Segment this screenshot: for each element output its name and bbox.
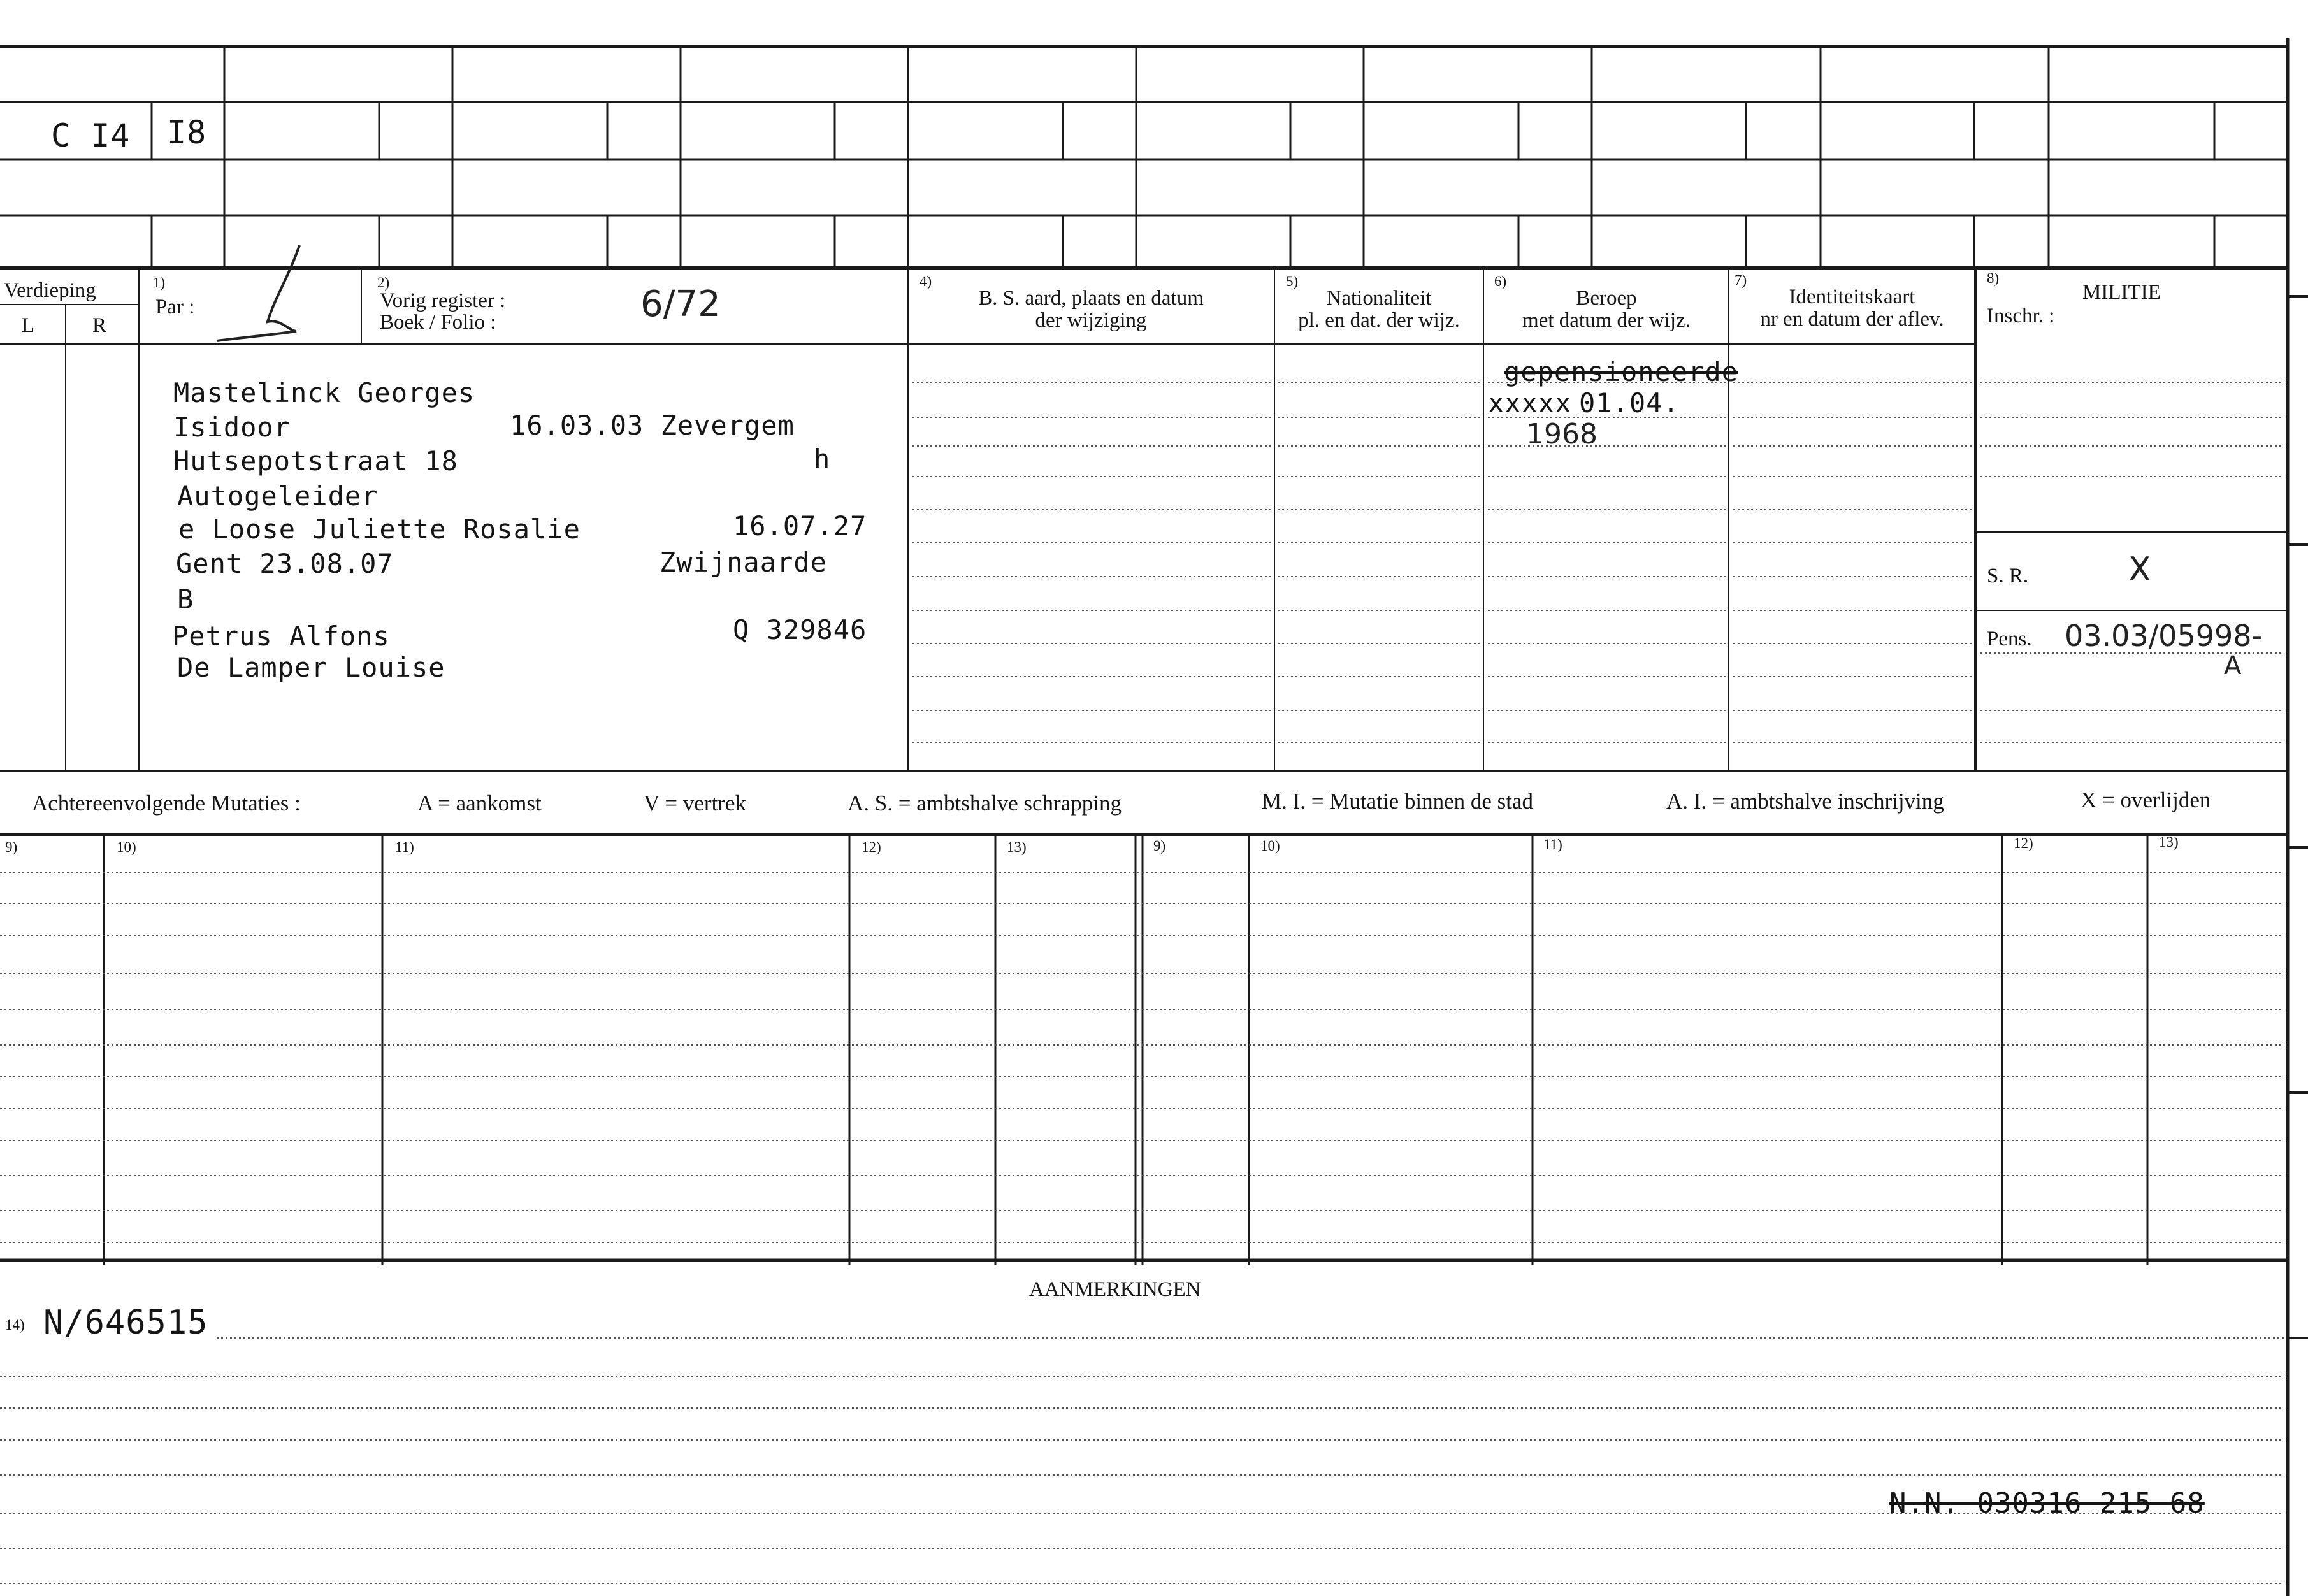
militie-header: MILITIE xyxy=(2082,281,2161,304)
mut-col-9-a: 9) xyxy=(5,839,18,855)
col-l-label: L xyxy=(22,314,35,337)
mut-col-11-a: 11) xyxy=(395,839,414,855)
pens-suffix: A xyxy=(2224,651,2242,680)
code-c14: C I4 xyxy=(51,117,131,154)
beroep-date: 01.04. xyxy=(1579,387,1680,419)
person-mother: De Lamper Louise xyxy=(177,652,445,683)
person-address-flag: h xyxy=(814,443,831,475)
mut-col-12-a: 12) xyxy=(862,839,881,855)
beroep-header-2: met datum der wijz. xyxy=(1522,309,1691,332)
aanmerkingen-title: AANMERKINGEN xyxy=(1029,1278,1201,1301)
person-marriage-place: Zwijnaarde xyxy=(660,547,827,578)
person-birth: 16.03.03 Zevergem xyxy=(510,410,795,441)
beroep-header-1: Beroep xyxy=(1576,287,1637,310)
legend-aankomst: A = aankomst xyxy=(417,791,542,816)
vorig-register-label: Vorig register : xyxy=(380,289,506,312)
note-4: 4) xyxy=(920,273,932,289)
note-6: 6) xyxy=(1494,273,1507,289)
bs-header-2: der wijziging xyxy=(1035,309,1147,332)
legend-inschrijving: A. I. = ambtshalve inschrijving xyxy=(1666,789,1944,814)
note-7: 7) xyxy=(1735,272,1747,288)
mut-col-10-a: 10) xyxy=(117,839,136,855)
beroep-year: 1968 xyxy=(1526,418,1598,450)
note-5: 5) xyxy=(1286,273,1299,289)
legend-schrapping: A. S. = ambtshalve schrapping xyxy=(847,791,1122,816)
person-spouse: e Loose Juliette Rosalie xyxy=(178,514,581,545)
par-label: Par : xyxy=(155,296,195,319)
mut-col-12-b: 12) xyxy=(2014,835,2033,851)
beroep-xmark: xxxxx xyxy=(1488,387,1572,419)
person-spouse-date: 16.07.27 xyxy=(733,510,867,542)
pens-label: Pens. xyxy=(1987,628,2032,651)
nationaliteit-header-2: pl. en dat. der wijz. xyxy=(1298,309,1460,332)
legend-overlijden: X = overlijden xyxy=(2081,787,2211,812)
mut-col-10-b: 10) xyxy=(1260,838,1280,854)
person-id-number: Q 329846 xyxy=(733,614,867,645)
person-name: Mastelinck Georges xyxy=(173,377,475,408)
legend-vertrek: V = vertrek xyxy=(644,791,746,816)
bs-header-1: B. S. aard, plaats en datum xyxy=(978,287,1204,310)
sr-value: X xyxy=(2128,550,2151,589)
person-status: B xyxy=(177,584,194,615)
boek-folio-label: Boek / Folio : xyxy=(380,311,496,334)
mut-col-11-b: 11) xyxy=(1543,837,1562,852)
person-address: Hutsepotstraat 18 xyxy=(173,445,458,477)
nationaliteit-header-1: Nationaliteit xyxy=(1326,287,1432,310)
inschr-label: Inschr. : xyxy=(1987,305,2055,327)
note-14: 14) xyxy=(5,1317,25,1333)
person-firstname2: Isidoor xyxy=(173,412,291,443)
mut-col-13-a: 13) xyxy=(1007,839,1027,855)
register-value: 6/72 xyxy=(640,284,721,325)
beroep-struck: gepensioneerde xyxy=(1504,356,1739,387)
person-profession: Autogeleider xyxy=(177,480,379,512)
remarks-value: N/646515 xyxy=(43,1304,208,1342)
note-2: 2) xyxy=(377,275,390,291)
sr-label: S. R. xyxy=(1987,564,2029,587)
note-8: 8) xyxy=(1987,270,2000,286)
identiteitskaart-header-2: nr en datum der aflev. xyxy=(1760,308,1944,331)
national-number: N.N. 030316 215 68 xyxy=(1889,1487,2205,1520)
pens-value: 03.03/05998- xyxy=(2065,619,2263,653)
signature-mark xyxy=(217,245,299,341)
mut-col-9-b: 9) xyxy=(1153,838,1166,854)
col-r-label: R xyxy=(92,314,107,337)
code-i8: I8 xyxy=(167,114,207,151)
legend-mutatie: M. I. = Mutatie binnen de stad xyxy=(1262,789,1534,814)
mut-col-13-b: 13) xyxy=(2159,834,2179,850)
mutations-legend-title: Achtereenvolgende Mutaties : xyxy=(32,791,301,816)
verdieping-label: Verdieping xyxy=(4,279,96,302)
identiteitskaart-header-1: Identiteitskaart xyxy=(1789,285,1915,308)
person-marriage: Gent 23.08.07 xyxy=(176,548,394,579)
person-father: Petrus Alfons xyxy=(172,621,390,652)
note-1: 1) xyxy=(153,275,166,291)
